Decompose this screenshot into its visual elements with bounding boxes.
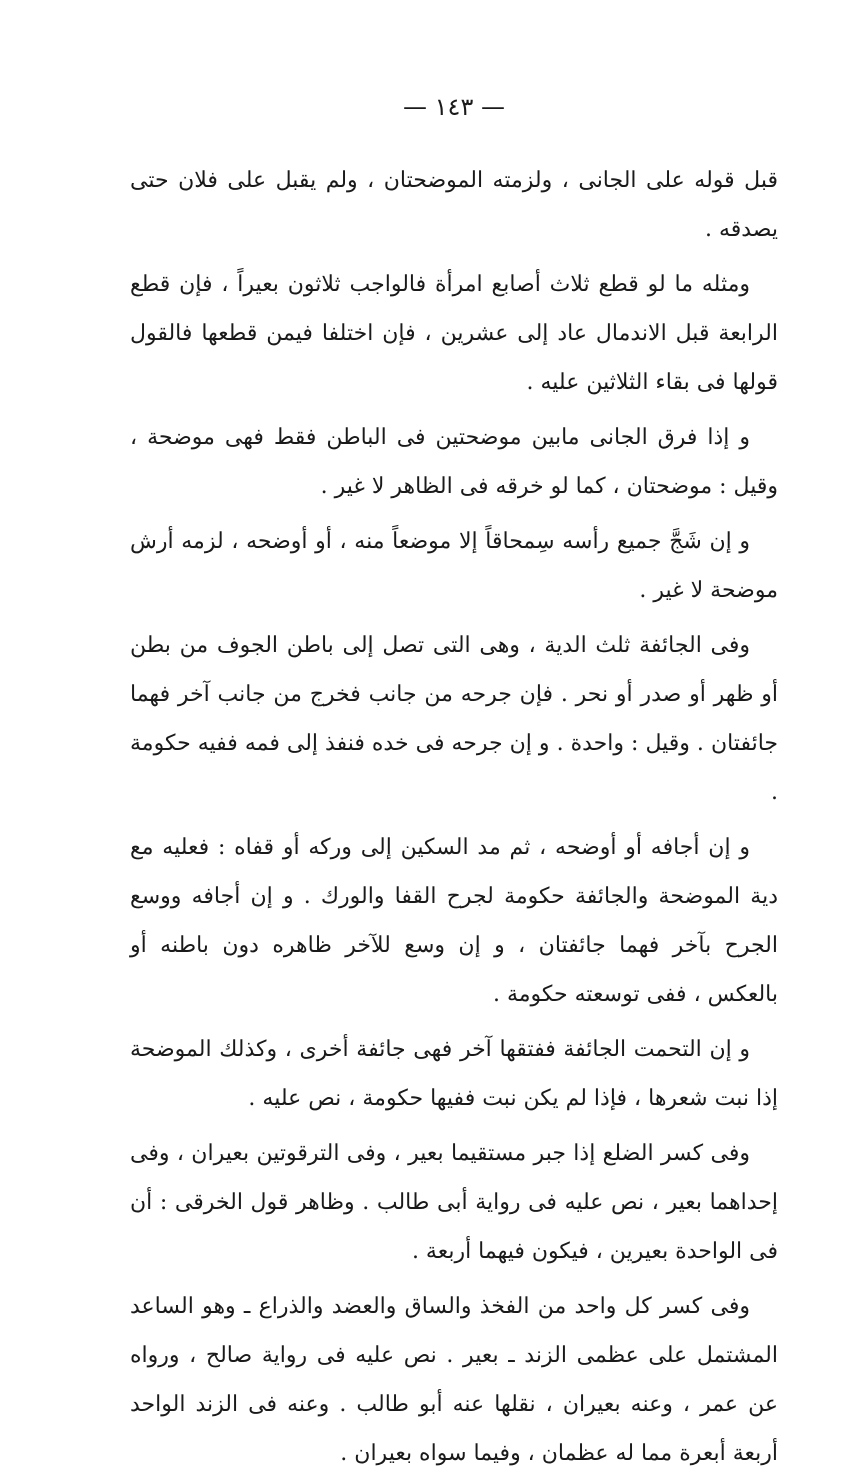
paragraph: و إن شَجَّ جميع رأسه سِمحاقاً إلا موضعاً منه ، أو أوضحه ، لزمه أرش موضحة لا غير . [130,529,778,603]
paragraph: وفى الجائفة ثلث الدية ، وهى التى تصل إلى باطن الجوف من بطن أو ظهر أو صدر أو نحر . فإن جرحه من جانب فخرج من جانب آخر فهما جائفتان . وقيل : واحدة . و إن جرحه فى خده فنفذ إلى فمه ففيه حكومة . [130,633,778,805]
paragraph: و إذا فرق الجانى مابين موضحتين فى الباطن فقط فهى موضحة ، وقيل : موضحتان ، كما لو خرقه فى الظاهر لا غير . [130,425,778,499]
page-number: — ١٤٣ — [403,93,505,121]
paragraph: وفى كسر الضلع إذا جبر مستقيما بعير ، وفى الترقوتين بعيران ، وفى إحداهما بعير ، نص عليه فى رواية أبى طالب . وظاهر قول الخرقى : أن فى الواحدة بعيرين ، فيكون فيهما أربعة . [130,1141,778,1264]
paragraph: و إن التحمت الجائفة ففتقها آخر فهى جائفة أخرى ، وكذلك الموضحة إذا نبت شعرها ، فإذا لم يكن نبت ففيها حكومة ، نص عليه . [130,1037,778,1111]
body-text [130,156,778,1478]
paragraph: وفى كسر كل واحد من الفخذ والساق والعضد والذراع ـ وهو الساعد المشتمل على عظمى الزند ـ بعير . نص عليه فى رواية صالح ، ورواه عن عمر ، وعنه بعيران ، نقلها عنه أبو طالب . وعنه فى الزند الواحد أربعة أبعرة مما له عظمان ، وفيما سواه بعيران . [130,1294,778,1466]
paragraph: قبل قوله على الجانى ، ولزمته الموضحتان ، ولم يقبل على فلان حتى يصدقه . [130,168,778,242]
paragraph: و إن أجافه أو أوضحه ، ثم مد السكين إلى وركه أو قفاه : فعليه مع دية الموضحة والجائفة حكومة لجرح القفا والورك . و إن أجافه ووسع الجرح بآخر فهما جائفتان ، و إن وسع للآخر ظاهره دون باطنه أو بالعكس ، ففى توسعته حكومة . [130,835,778,1007]
paragraph: ومثله ما لو قطع ثلاث أصابع امرأة فالواجب ثلاثون بعيراً ، فإن قطع الرابعة قبل الاندمال عاد إلى عشرين ، فإن اختلفا فيمن قطعها فالقول قولها فى بقاء الثلاثين عليه . [130,272,778,395]
